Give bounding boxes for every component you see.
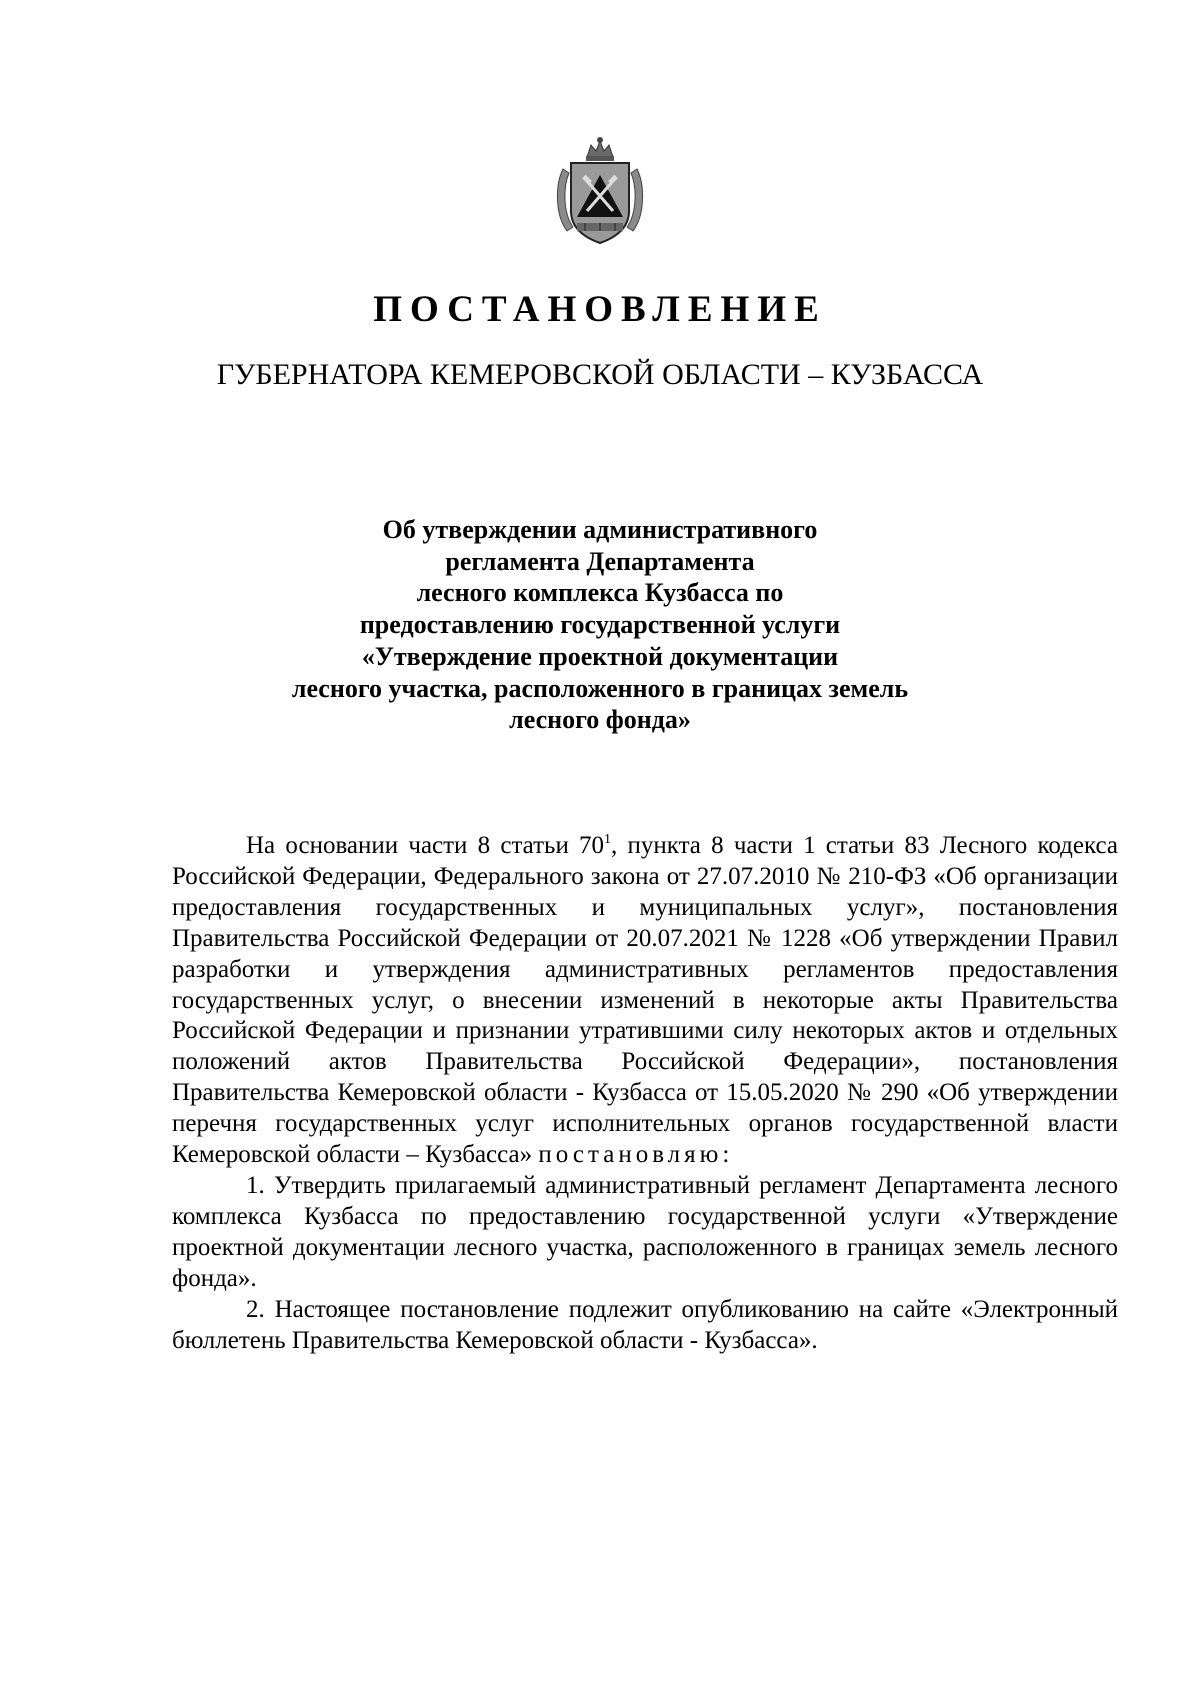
subject-line: лесного фонда» [509,705,691,735]
kuzbass-coat-of-arms-icon [553,135,647,247]
subject-line: лесного участка, расположенного в границах земель [291,673,909,703]
subject-line: предоставлению государственной услуги [359,610,841,640]
preamble-text-cont: , пункта 8 части 1 статьи 83 Лесного кодекса Российской Федерации, Федерального закона от 27.07.2010 № 210-ФЗ «Об организации предоставления государственных и муниципальных услуг», постановления Правительства Российской Федерации от 20.07.2021 № 1228 «Об утверждении Правил разработки и утверждения административных регламентов предоставления государственных услуг, о внесении изменений в некоторые акты Правительства Российской Федерации и признании утратившими силу некоторых актов и отдельных положений актов Правительства Российской Федерации», постановления Правительства Кемеровской области - Кузбасса от 15.05.2020 № 290 «Об утверждении перечня государственных услуг исполнительных органов государственной власти Кемеровской области – Кузбасса» [172,832,1118,1169]
preamble-paragraph [172,831,1118,1171]
article-superscript: 1 [604,832,612,847]
document-subject [290,514,910,736]
subject-line: лесного комплекса Кузбасса по [416,578,784,608]
subject-line: регламента Департамента [445,546,755,576]
subject-line: «Утверждение проектной документации [361,641,839,671]
resolve-word: постановляю: [538,1141,734,1169]
subject-line: Об утверждении административного [382,515,818,544]
document-body [172,831,1118,1356]
document-title: ПОСТАНОВЛЕНИЕ [373,289,827,330]
preamble-text: На основании части 8 статьи 70 [246,832,605,859]
clause-2-paragraph: 2. Настоящее постановление подлежит опубликованию на сайте «Электронный бюллетень Правительства Кемеровской области - Кузбасса». [172,1295,1118,1354]
clause-1-paragraph: 1. Утвердить прилагаемый административный регламент Департамента лесного комплекса Кузбасса по предоставлению государственной услуги «Утверждение проектной документации лесного участка, расположенного в границах земель лесного фонда». [172,1171,1118,1292]
document-issuer: ГУБЕРНАТОРА КЕМЕРОВСКОЙ ОБЛАСТИ – КУЗБАССА [216,358,984,391]
